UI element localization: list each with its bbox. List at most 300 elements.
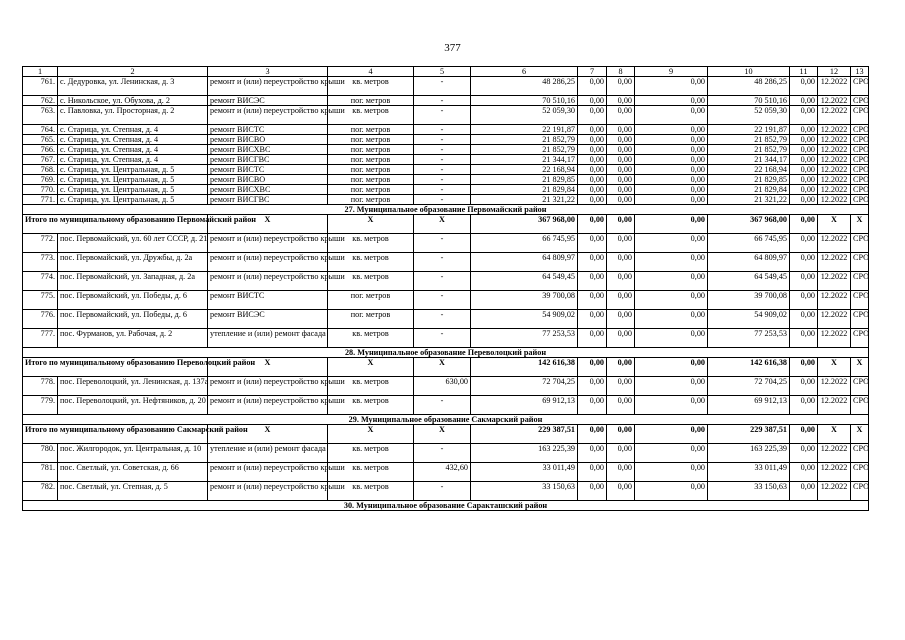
table-cell: 772. bbox=[23, 234, 58, 253]
table-row bbox=[23, 444, 869, 463]
table-row bbox=[23, 310, 869, 329]
table-cell: 0,00 bbox=[607, 291, 635, 310]
table-cell: 66 745,95 bbox=[708, 234, 790, 253]
col-header: 11 bbox=[790, 67, 818, 77]
table-cell: ремонт ВИСГВС bbox=[208, 155, 328, 165]
table-cell: - bbox=[414, 135, 471, 145]
table-cell: - bbox=[414, 329, 471, 348]
table-row bbox=[23, 135, 869, 145]
table-cell: ремонт ВИСЭС bbox=[208, 96, 328, 106]
table-cell: с. Старица, ул. Центральная, д. 5 bbox=[58, 165, 208, 175]
table-cell: кв. метров bbox=[328, 396, 414, 415]
table-cell: СРО bbox=[851, 96, 869, 106]
table-cell: 12.2022 bbox=[818, 272, 851, 291]
table-cell: СРО bbox=[851, 185, 869, 195]
table-cell: 0,00 bbox=[790, 195, 818, 205]
table-cell: СРО bbox=[851, 463, 869, 482]
table-row bbox=[23, 272, 869, 291]
total-cell: 142 616,38 bbox=[471, 358, 578, 377]
table-cell: 12.2022 bbox=[818, 165, 851, 175]
table-cell: 432,60 bbox=[414, 463, 471, 482]
table-cell: пог. метров bbox=[328, 145, 414, 155]
section-header-row bbox=[23, 348, 869, 358]
table-cell: 12.2022 bbox=[818, 185, 851, 195]
table-cell: пос. Светлый, ул. Советская, д. 66 bbox=[58, 463, 208, 482]
total-cell: X bbox=[414, 358, 471, 377]
table-cell: 12.2022 bbox=[818, 135, 851, 145]
table-cell: 0,00 bbox=[607, 329, 635, 348]
table-cell: 782. bbox=[23, 482, 58, 501]
table-cell: 770. bbox=[23, 185, 58, 195]
total-cell: X bbox=[208, 358, 328, 377]
table-cell: 33 011,49 bbox=[708, 463, 790, 482]
table-cell: - bbox=[414, 310, 471, 329]
table-cell: ремонт и (или) переустройство крыши bbox=[208, 77, 328, 96]
table-cell: ремонт ВИСВО bbox=[208, 175, 328, 185]
table-cell: пог. метров bbox=[328, 291, 414, 310]
table-cell: СРО bbox=[851, 396, 869, 415]
table-cell: 0,00 bbox=[578, 175, 607, 185]
table-body bbox=[23, 77, 869, 511]
table-cell: СРО bbox=[851, 155, 869, 165]
section-title: 30. Муниципальное образование Саракташский район bbox=[23, 501, 869, 511]
table-cell: 0,00 bbox=[635, 77, 708, 96]
table-cell: пос. Светлый, ул. Степная, д. 5 bbox=[58, 482, 208, 501]
table-cell: 12.2022 bbox=[818, 329, 851, 348]
table-cell: с. Никольское, ул. Обухова, д. 2 bbox=[58, 96, 208, 106]
section-title: 27. Муниципальное образование Первомайский район bbox=[23, 205, 869, 215]
table-cell: 0,00 bbox=[607, 444, 635, 463]
page-number: 377 bbox=[444, 42, 461, 54]
table-cell: 0,00 bbox=[578, 329, 607, 348]
table-cell: 0,00 bbox=[607, 195, 635, 205]
total-cell: X bbox=[818, 425, 851, 444]
table-cell: пог. метров bbox=[328, 310, 414, 329]
table-cell: ремонт ВИСТС bbox=[208, 291, 328, 310]
table-cell: - bbox=[414, 77, 471, 96]
table-cell: СРО bbox=[851, 482, 869, 501]
table-cell: 776. bbox=[23, 310, 58, 329]
table-cell: 33 150,63 bbox=[708, 482, 790, 501]
table-cell: - bbox=[414, 272, 471, 291]
total-cell: X bbox=[328, 215, 414, 234]
table-cell: 12.2022 bbox=[818, 291, 851, 310]
table-cell: 0,00 bbox=[578, 106, 607, 125]
table-cell: пог. метров bbox=[328, 96, 414, 106]
table-cell: СРО bbox=[851, 291, 869, 310]
total-cell: 0,00 bbox=[607, 425, 635, 444]
section-title: 29. Муниципальное образование Сакмарский район bbox=[23, 415, 869, 425]
table-cell: 0,00 bbox=[578, 125, 607, 135]
table-cell: ремонт ВИСГВС bbox=[208, 195, 328, 205]
total-cell: 0,00 bbox=[635, 215, 708, 234]
section-title: 28. Муниципальное образование Переволоцкий район bbox=[23, 348, 869, 358]
table-cell: ремонт и (или) переустройство крыши bbox=[208, 234, 328, 253]
table-cell: 39 700,08 bbox=[708, 291, 790, 310]
col-header: 10 bbox=[708, 67, 790, 77]
table-cell: 0,00 bbox=[635, 291, 708, 310]
capital-repair-table bbox=[22, 66, 869, 511]
table-cell: 64 809,97 bbox=[471, 253, 578, 272]
table-cell: кв. метров bbox=[328, 482, 414, 501]
table-row bbox=[23, 329, 869, 348]
table-cell: 12.2022 bbox=[818, 444, 851, 463]
table-cell: 21 852,79 bbox=[708, 145, 790, 155]
total-cell: X bbox=[328, 358, 414, 377]
table-cell: 48 286,25 bbox=[471, 77, 578, 96]
table-cell: 765. bbox=[23, 135, 58, 145]
table-cell: 33 011,49 bbox=[471, 463, 578, 482]
table-cell: 77 253,53 bbox=[708, 329, 790, 348]
table-cell: 0,00 bbox=[578, 234, 607, 253]
table-cell: 21 829,85 bbox=[708, 175, 790, 185]
table-cell: ремонт ВИСТС bbox=[208, 125, 328, 135]
table-cell: 0,00 bbox=[790, 185, 818, 195]
table-cell: 163 225,39 bbox=[471, 444, 578, 463]
table-cell: ремонт и (или) переустройство крыши bbox=[208, 272, 328, 291]
table-cell: 0,00 bbox=[790, 234, 818, 253]
table-cell: пог. метров bbox=[328, 125, 414, 135]
table-cell: 12.2022 bbox=[818, 377, 851, 396]
col-header: 4 bbox=[328, 67, 414, 77]
table-cell: СРО bbox=[851, 135, 869, 145]
table-cell: 66 745,95 bbox=[471, 234, 578, 253]
table-cell: 775. bbox=[23, 291, 58, 310]
table-cell: 0,00 bbox=[635, 145, 708, 155]
col-header: 13 bbox=[851, 67, 869, 77]
table-cell: 767. bbox=[23, 155, 58, 165]
table-cell: 64 549,45 bbox=[708, 272, 790, 291]
table-cell: - bbox=[414, 291, 471, 310]
total-row bbox=[23, 358, 869, 377]
table-cell: 72 704,25 bbox=[471, 377, 578, 396]
table-cell: 12.2022 bbox=[818, 155, 851, 165]
table-cell: 774. bbox=[23, 272, 58, 291]
table-cell: 64 549,45 bbox=[471, 272, 578, 291]
table-cell: 21 852,79 bbox=[471, 135, 578, 145]
table-cell: 21 321,22 bbox=[708, 195, 790, 205]
table-cell: 12.2022 bbox=[818, 175, 851, 185]
col-header: 12 bbox=[818, 67, 851, 77]
table-row bbox=[23, 155, 869, 165]
table-cell: 0,00 bbox=[578, 377, 607, 396]
table-cell: 12.2022 bbox=[818, 463, 851, 482]
table-cell: 0,00 bbox=[790, 125, 818, 135]
table-cell: 0,00 bbox=[578, 463, 607, 482]
table-cell: 52 059,30 bbox=[708, 106, 790, 125]
table-cell: кв. метров bbox=[328, 106, 414, 125]
table-cell: 0,00 bbox=[790, 482, 818, 501]
total-cell: 0,00 bbox=[790, 215, 818, 234]
table-cell: СРО bbox=[851, 272, 869, 291]
col-header: 3 bbox=[208, 67, 328, 77]
table-cell: 0,00 bbox=[635, 135, 708, 145]
table-cell: с. Старица, ул. Степная, д. 4 bbox=[58, 155, 208, 165]
table-cell: 0,00 bbox=[635, 482, 708, 501]
table-row bbox=[23, 106, 869, 125]
table-cell: 761. bbox=[23, 77, 58, 96]
total-cell: 0,00 bbox=[790, 425, 818, 444]
table-cell: 0,00 bbox=[790, 106, 818, 125]
table-cell: 0,00 bbox=[578, 482, 607, 501]
table-cell: 0,00 bbox=[578, 195, 607, 205]
table-cell: СРО bbox=[851, 106, 869, 125]
total-cell: X bbox=[208, 215, 328, 234]
table-cell: 0,00 bbox=[790, 155, 818, 165]
table-cell: 22 168,94 bbox=[471, 165, 578, 175]
table-cell: 0,00 bbox=[790, 310, 818, 329]
table-cell: 48 286,25 bbox=[708, 77, 790, 96]
table-cell: ремонт ВИСЭС bbox=[208, 310, 328, 329]
table-cell: 0,00 bbox=[635, 310, 708, 329]
table-cell: СРО bbox=[851, 145, 869, 155]
table-row bbox=[23, 253, 869, 272]
total-cell: 367 968,00 bbox=[708, 215, 790, 234]
table-cell: 0,00 bbox=[790, 145, 818, 155]
table-cell: 21 344,17 bbox=[708, 155, 790, 165]
table-cell: 0,00 bbox=[635, 155, 708, 165]
col-header: 2 bbox=[58, 67, 208, 77]
table-cell: СРО bbox=[851, 329, 869, 348]
table-cell: 0,00 bbox=[635, 195, 708, 205]
table-cell: пос. Первомайский, ул. Дружбы, д. 2а bbox=[58, 253, 208, 272]
table-cell: пог. метров bbox=[328, 185, 414, 195]
table-cell: кв. метров bbox=[328, 463, 414, 482]
table-cell: 0,00 bbox=[578, 185, 607, 195]
table-cell: СРО bbox=[851, 234, 869, 253]
col-header: 6 bbox=[471, 67, 578, 77]
total-cell: 142 616,38 bbox=[708, 358, 790, 377]
table-cell: 0,00 bbox=[578, 291, 607, 310]
table-cell: - bbox=[414, 175, 471, 185]
table-cell: с. Старица, ул. Степная, д. 4 bbox=[58, 145, 208, 155]
table-cell: с. Дедуровка, ул. Ленинская, д. 3 bbox=[58, 77, 208, 96]
table-cell: 64 809,97 bbox=[708, 253, 790, 272]
table-cell: пос. Первомайский, ул. Победы, д. 6 bbox=[58, 291, 208, 310]
table-cell: - bbox=[414, 482, 471, 501]
table-cell: 0,00 bbox=[790, 396, 818, 415]
table-cell: 0,00 bbox=[607, 155, 635, 165]
table-cell: 0,00 bbox=[635, 165, 708, 175]
table-cell: 21 321,22 bbox=[471, 195, 578, 205]
table-cell: 0,00 bbox=[607, 77, 635, 96]
table-cell: пос. Переволоцкий, ул. Нефтяников, д. 20 bbox=[58, 396, 208, 415]
total-cell: 0,00 bbox=[578, 358, 607, 377]
table-cell: 0,00 bbox=[635, 96, 708, 106]
table-cell: 21 829,84 bbox=[471, 185, 578, 195]
table-row bbox=[23, 185, 869, 195]
table-cell: 52 059,30 bbox=[471, 106, 578, 125]
table-cell: ремонт и (или) переустройство крыши bbox=[208, 463, 328, 482]
col-header: 7 bbox=[578, 67, 607, 77]
table-cell: СРО bbox=[851, 377, 869, 396]
table-cell: 780. bbox=[23, 444, 58, 463]
table-cell: 12.2022 bbox=[818, 482, 851, 501]
table-cell: 0,00 bbox=[790, 135, 818, 145]
table-cell: СРО bbox=[851, 125, 869, 135]
table-cell: 773. bbox=[23, 253, 58, 272]
table-cell: 0,00 bbox=[635, 125, 708, 135]
table-cell: пог. метров bbox=[328, 165, 414, 175]
table-row bbox=[23, 77, 869, 96]
table-row bbox=[23, 463, 869, 482]
table-cell: 21 344,17 bbox=[471, 155, 578, 165]
column-number-row bbox=[23, 67, 869, 77]
table-cell: СРО bbox=[851, 253, 869, 272]
section-header-row bbox=[23, 205, 869, 215]
table-cell: 0,00 bbox=[790, 329, 818, 348]
table-cell: 69 912,13 bbox=[708, 396, 790, 415]
table-cell: 0,00 bbox=[607, 234, 635, 253]
table-row bbox=[23, 145, 869, 155]
table-cell: ремонт и (или) переустройство крыши bbox=[208, 377, 328, 396]
table-cell: 0,00 bbox=[607, 175, 635, 185]
total-cell: 0,00 bbox=[635, 358, 708, 377]
col-header: 1 bbox=[23, 67, 58, 77]
table-cell: 777. bbox=[23, 329, 58, 348]
table-cell: 630,00 bbox=[414, 377, 471, 396]
total-row bbox=[23, 215, 869, 234]
total-cell: X bbox=[208, 425, 328, 444]
table-cell: 0,00 bbox=[790, 77, 818, 96]
table-cell: 0,00 bbox=[607, 135, 635, 145]
table-cell: 22 168,94 bbox=[708, 165, 790, 175]
table-cell: ремонт и (или) переустройство крыши bbox=[208, 106, 328, 125]
table-cell: 0,00 bbox=[578, 444, 607, 463]
table-cell: 0,00 bbox=[790, 272, 818, 291]
table-cell: 768. bbox=[23, 165, 58, 175]
table-cell: 12.2022 bbox=[818, 77, 851, 96]
table-cell: 0,00 bbox=[790, 253, 818, 272]
total-cell: 0,00 bbox=[578, 425, 607, 444]
table-cell: ремонт и (или) переустройство крыши bbox=[208, 253, 328, 272]
table-cell: утепление и (или) ремонт фасада bbox=[208, 444, 328, 463]
table-cell: 70 510,16 bbox=[471, 96, 578, 106]
section-header-row bbox=[23, 415, 869, 425]
table-cell: пог. метров bbox=[328, 175, 414, 185]
table-cell: с. Старица, ул. Центральная, д. 5 bbox=[58, 185, 208, 195]
table-cell: 0,00 bbox=[635, 234, 708, 253]
table-row bbox=[23, 96, 869, 106]
table-cell: СРО bbox=[851, 195, 869, 205]
table-cell: 0,00 bbox=[578, 253, 607, 272]
table-cell: 0,00 bbox=[635, 106, 708, 125]
table-cell: пог. метров bbox=[328, 155, 414, 165]
table-cell: 0,00 bbox=[578, 145, 607, 155]
table-cell: 12.2022 bbox=[818, 125, 851, 135]
total-cell: X bbox=[851, 358, 869, 377]
col-header: 8 bbox=[607, 67, 635, 77]
table-cell: 0,00 bbox=[607, 272, 635, 291]
table-cell: 12.2022 bbox=[818, 106, 851, 125]
table-cell: 0,00 bbox=[578, 155, 607, 165]
table-cell: кв. метров bbox=[328, 444, 414, 463]
table-cell: кв. метров bbox=[328, 329, 414, 348]
table-cell: 12.2022 bbox=[818, 195, 851, 205]
table-cell: пос. Переволоцкий, ул. Ленинская, д. 137а bbox=[58, 377, 208, 396]
table-cell: 779. bbox=[23, 396, 58, 415]
table-cell: 0,00 bbox=[790, 96, 818, 106]
table-cell: 0,00 bbox=[607, 482, 635, 501]
table-cell: - bbox=[414, 253, 471, 272]
table-cell: 12.2022 bbox=[818, 253, 851, 272]
table-cell: 0,00 bbox=[635, 175, 708, 185]
table-cell: 764. bbox=[23, 125, 58, 135]
table-cell: 0,00 bbox=[607, 106, 635, 125]
table-cell: пос. Жилгородок, ул. Центральная, д. 10 bbox=[58, 444, 208, 463]
table-cell: 0,00 bbox=[607, 185, 635, 195]
table-cell: пос. Первомайский, ул. Западная, д. 2а bbox=[58, 272, 208, 291]
table-row bbox=[23, 291, 869, 310]
table-cell: ремонт ВИСХВС bbox=[208, 185, 328, 195]
table-cell: 0,00 bbox=[607, 125, 635, 135]
table-cell: - bbox=[414, 444, 471, 463]
table-row bbox=[23, 195, 869, 205]
table-cell: 0,00 bbox=[635, 185, 708, 195]
table-cell: 54 909,02 bbox=[708, 310, 790, 329]
table-cell: 762. bbox=[23, 96, 58, 106]
table-cell: с. Старица, ул. Центральная, д. 5 bbox=[58, 195, 208, 205]
table-cell: 77 253,53 bbox=[471, 329, 578, 348]
table-cell: ремонт и (или) переустройство крыши bbox=[208, 396, 328, 415]
total-cell: X bbox=[818, 215, 851, 234]
table-cell: 0,00 bbox=[607, 396, 635, 415]
table-cell: утепление и (или) ремонт фасада bbox=[208, 329, 328, 348]
table-cell: 69 912,13 bbox=[471, 396, 578, 415]
table-cell: с. Павловка, ул. Просторная, д. 2 bbox=[58, 106, 208, 125]
col-header: 9 bbox=[635, 67, 708, 77]
table-cell: 0,00 bbox=[790, 175, 818, 185]
table-cell: 21 852,79 bbox=[708, 135, 790, 145]
total-cell: X bbox=[818, 358, 851, 377]
table-cell: 163 225,39 bbox=[708, 444, 790, 463]
table-cell: - bbox=[414, 96, 471, 106]
table-cell: 12.2022 bbox=[818, 96, 851, 106]
table-cell: 0,00 bbox=[607, 145, 635, 155]
table-cell: 766. bbox=[23, 145, 58, 155]
table-cell: СРО bbox=[851, 165, 869, 175]
table-cell: - bbox=[414, 125, 471, 135]
table-cell: - bbox=[414, 155, 471, 165]
table-cell: 769. bbox=[23, 175, 58, 185]
table-cell: 0,00 bbox=[578, 77, 607, 96]
total-cell: 229 387,51 bbox=[471, 425, 578, 444]
table-cell: - bbox=[414, 396, 471, 415]
table-cell: кв. метров bbox=[328, 234, 414, 253]
total-cell: 367 968,00 bbox=[471, 215, 578, 234]
table-cell: с. Старица, ул. Степная, д. 4 bbox=[58, 135, 208, 145]
table-cell: 0,00 bbox=[790, 377, 818, 396]
table-cell: 0,00 bbox=[635, 444, 708, 463]
table-cell: 22 191,87 bbox=[708, 125, 790, 135]
total-cell: 0,00 bbox=[607, 358, 635, 377]
col-header: 5 bbox=[414, 67, 471, 77]
table-cell: 0,00 bbox=[578, 135, 607, 145]
table-cell: 0,00 bbox=[635, 463, 708, 482]
table-cell: 0,00 bbox=[578, 96, 607, 106]
table-cell: - bbox=[414, 106, 471, 125]
total-row bbox=[23, 425, 869, 444]
table-row bbox=[23, 377, 869, 396]
table-cell: 33 150,63 bbox=[471, 482, 578, 501]
table-cell: 12.2022 bbox=[818, 310, 851, 329]
total-cell: X bbox=[851, 425, 869, 444]
total-label: Итого по муниципальному образованию Первомайский район bbox=[23, 215, 208, 234]
table-cell: с. Старица, ул. Степная, д. 4 bbox=[58, 125, 208, 135]
table-cell: 12.2022 bbox=[818, 145, 851, 155]
total-cell: 0,00 bbox=[607, 215, 635, 234]
table-cell: 0,00 bbox=[578, 272, 607, 291]
